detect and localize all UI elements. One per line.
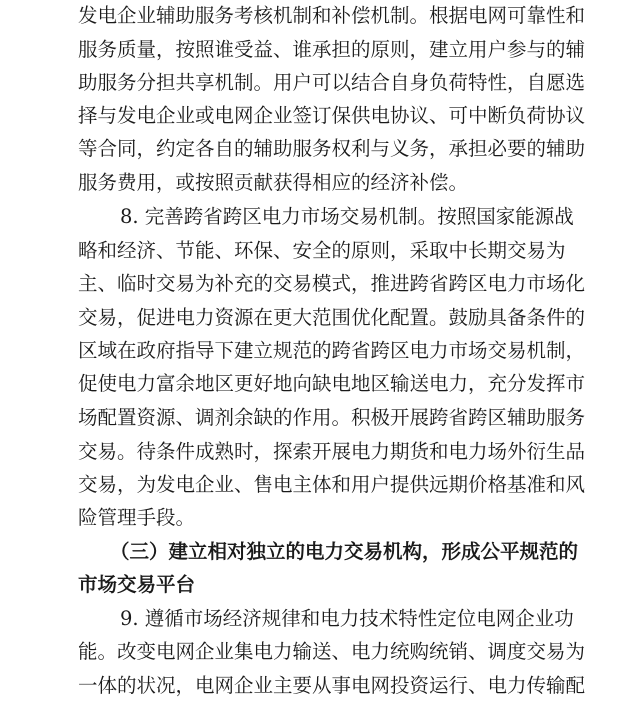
paragraph-9-start: 9. 遵循市场经济规律和电力技术特性定位电网企业功 (120, 607, 574, 630)
line-text: 发电企业辅助服务考核机制和补偿机制。根据电网可靠性和 (78, 4, 586, 27)
line-text: 能。改变电网企业集电力输送、电力统购统销、调度交易为 (78, 640, 586, 663)
paragraph-8-start: 8. 完善跨省跨区电力市场交易机制。按照国家能源战 (120, 205, 574, 228)
line-text: 区域在政府指导下建立规范的跨省跨区电力市场交易机制， (78, 339, 586, 362)
line-text: 促使电力富余地区更好地向缺电地区输送电力，充分发挥市 (78, 372, 586, 395)
line-text: 服务质量，按照谁受益、谁承担的原则，建立用户参与的辅 (78, 38, 586, 61)
line-text: 略和经济、节能、环保、安全的原则，采取中长期交易为 (78, 239, 566, 262)
line-text: 交易，为发电企业、售电主体和用户提供远期价格基准和风 (78, 473, 586, 496)
line-text: 等合同，约定各自的辅助服务权利与义务，承担必要的辅助 (78, 137, 586, 160)
line-text: 交易。待条件成熟时，探索开展电力期货和电力场外衍生品 (78, 440, 586, 463)
section-heading-text: （三）建立相对独立的电力交易机构，形成公平规范的 (110, 540, 579, 563)
line-text: 服务费用，或按照贡献获得相应的经济补偿。 (78, 171, 469, 194)
section-heading-text: 市场交易平台 (78, 573, 196, 596)
line-text: 助服务分担共享机制。用户可以结合自身负荷特性，自愿选 (78, 71, 586, 94)
line-text: 交易，促进电力资源在更大范围优化配置。鼓励具备条件的 (78, 306, 586, 329)
line-text: 一体的状况，电网企业主要从事电网投资运行、电力传输配 (78, 674, 586, 697)
line-text: 主、临时交易为补充的交易模式，推进跨省跨区电力市场化 (78, 272, 586, 295)
line-text: 择与发电企业或电网企业签订保供电协议、可中断负荷协议 (78, 104, 586, 127)
text-line (0, 666, 640, 706)
line-text: 险管理手段。 (78, 506, 196, 529)
line-text: 场配置资源、调剂余缺的作用。积极开展跨省跨区辅助服务 (78, 406, 586, 429)
